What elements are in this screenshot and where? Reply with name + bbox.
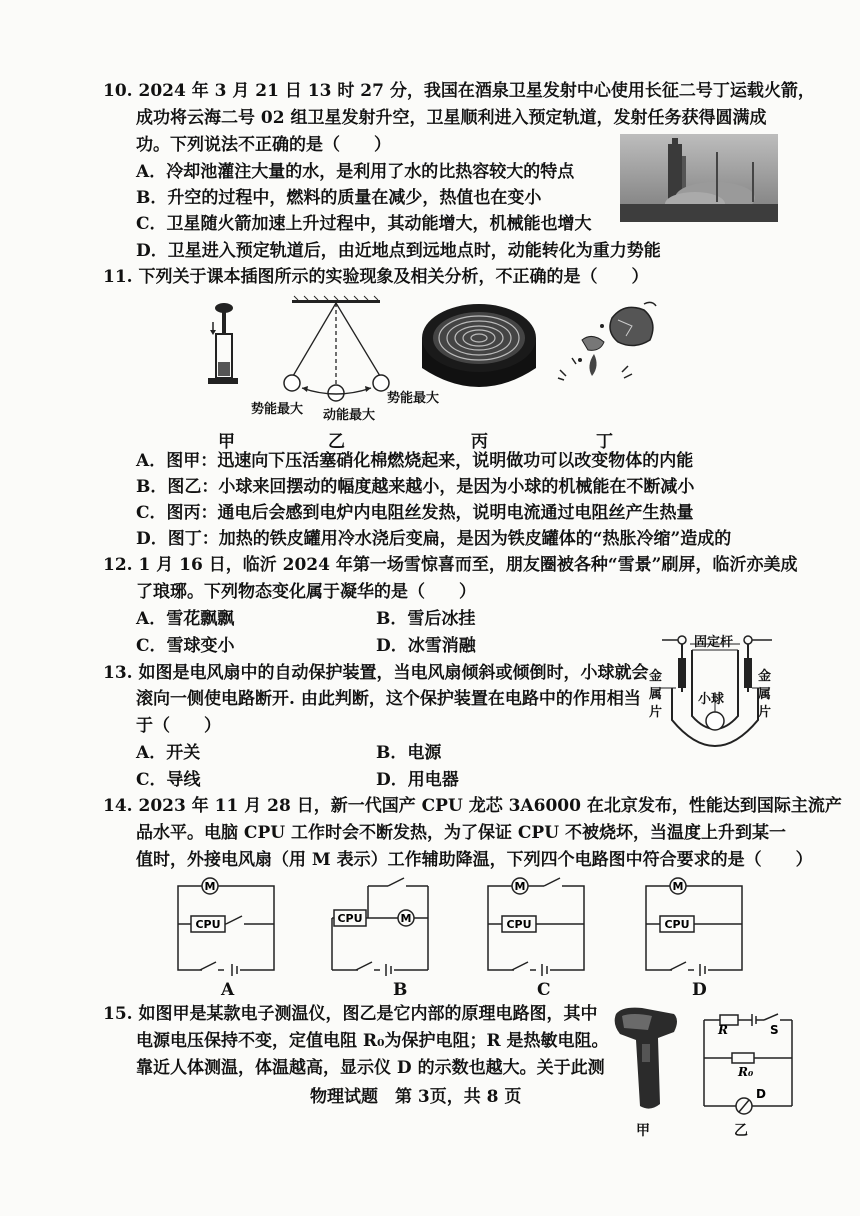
q15-line1: 15. 如图甲是某款电子测温仪，图乙是它内部的原理电路图，其中 xyxy=(103,1004,598,1024)
circuit-d xyxy=(642,872,752,976)
circuit-d-motor: M xyxy=(672,880,684,893)
q13-line2: 滚向一侧使电路断开. 由此判断，这个保护装置在电路中的作用相当 xyxy=(136,689,641,709)
label-kinetic-max: 动能最大 xyxy=(323,408,376,423)
q14-line1: 14. 2023 年 11 月 28 日，新一代国产 CPU 龙芯 3A6000 在北京发布，性能达到国际主流产 xyxy=(103,796,842,816)
q12-option-a: A．雪花飘飘 xyxy=(136,609,235,629)
circuit-a-motor: M xyxy=(204,880,216,893)
q15-line2: 电源电压保持不变，定值电阻 R₀为保护电阻；R 是热敏电阻。 xyxy=(136,1031,609,1051)
circuit-c-label: C xyxy=(537,980,551,1000)
page-footer: 物理试题 第 3页，共 8 页 xyxy=(310,1087,522,1107)
circuit-b xyxy=(328,872,438,976)
circuit-d-cpu: CPU xyxy=(664,918,690,931)
crushed-can-figure xyxy=(552,296,662,392)
q13-option-a: A．开关 xyxy=(136,743,201,763)
q10-option-b: B．升空的过程中，燃料的质量在减少，热值也在变小 xyxy=(136,188,542,208)
circuit-a-label: A xyxy=(221,980,235,1000)
figure-caption-yi: 乙 xyxy=(328,432,345,452)
q11-option-b: B．图乙：小球来回摆动的幅度越来越小，是因为小球的机械能在不断减小 xyxy=(136,477,695,497)
q13-line3: 于（ ） xyxy=(136,716,221,736)
circuit-c-cpu: CPU xyxy=(506,918,532,931)
circuit-c-motor: M xyxy=(514,880,526,893)
fire-syringe-figure xyxy=(200,302,250,392)
q12-option-c: C．雪球变小 xyxy=(136,636,235,656)
q11-line1: 11. 下列关于课本插图所示的实验现象及相关分析，不正确的是（ ） xyxy=(103,267,649,287)
circuit-b-label: B xyxy=(393,980,408,1000)
label-potential-max-right: 势能最大 xyxy=(387,391,440,406)
circuit-label-r: R xyxy=(718,1023,728,1037)
thermometer-caption: 甲 xyxy=(636,1123,650,1139)
q10-line1: 10. 2024 年 3 月 21 日 13 时 27 分，我国在酒泉卫星发射中心使用长征二号丁运载火箭， xyxy=(103,81,815,101)
electric-stove-figure xyxy=(418,298,540,398)
figure-caption-bing: 丙 xyxy=(471,432,488,452)
q11-option-d: D．图丁：加热的铁皮罐用冷水浇后变扁，是因为铁皮罐体的“热胀冷缩”造成的 xyxy=(136,529,732,549)
circuit-label-r0: R₀ xyxy=(738,1065,754,1079)
thermometer-circuit xyxy=(698,1006,798,1120)
circuit-caption: 乙 xyxy=(734,1123,748,1139)
rocket-launch-photo xyxy=(620,134,778,222)
q13-option-c: C．导线 xyxy=(136,770,201,790)
q10-option-a: A．冷却池灌注大量的水，是利用了水的比热容较大的特点 xyxy=(136,162,575,182)
q14-line2: 品水平。电脑 CPU 工作时会不断发热，为了保证 CPU 不被烧坏，当温度上升到某一 xyxy=(136,823,786,843)
q12-option-b: B．雪后冰挂 xyxy=(376,609,476,629)
q12-line1: 12. 1 月 16 日，临沂 2024 年第一场雪惊喜而至，朋友圈被各种“雪景”刷屏，临沂亦美成 xyxy=(103,555,798,575)
infrared-thermometer-photo xyxy=(612,1004,682,1114)
circuit-b-motor: M xyxy=(400,912,412,925)
circuit-a xyxy=(174,872,284,976)
circuit-label-s: S xyxy=(770,1023,779,1037)
label-metal-plate-left: 金 属 片 xyxy=(649,669,663,720)
q14-line3: 值时，外接电风扇（用 M 表示）工作辅助降温，下列四个电路图中符合要求的是（ ） xyxy=(136,850,813,870)
q13-option-b: B．电源 xyxy=(376,743,442,763)
q10-option-d: D．卫星进入预定轨道后，由近地点到远地点时，动能转化为重力势能 xyxy=(136,241,661,261)
figure-caption-ding: 丁 xyxy=(596,432,613,452)
q15-line3: 靠近人体测温，体温越高，显示仪 D 的示数也越大。关于此测 xyxy=(136,1058,605,1078)
figure-caption-jia: 甲 xyxy=(218,432,235,452)
q11-option-c: C．图丙：通电后会感到电炉内电阻丝发热，说明电流通过电阻丝产生热量 xyxy=(136,503,694,523)
label-fixed-rod: 固定杆 xyxy=(694,635,734,650)
circuit-d-label: D xyxy=(692,980,707,1000)
label-metal-plate-right: 金 属 片 xyxy=(758,669,772,720)
circuit-b-cpu: CPU xyxy=(337,912,363,925)
q12-line2: 了琅琊。下列物态变化属于凝华的是（ ） xyxy=(136,582,476,602)
q13-line1: 13. 如图是电风扇中的自动保护装置，当电风扇倾斜或倾倒时，小球就会 xyxy=(103,663,649,683)
q10-option-c: C．卫星随火箭加速上升过程中，其动能增大，机械能也增大 xyxy=(136,214,592,234)
q10-line2: 成功将云海二号 02 组卫星发射升空，卫星顺利进入预定轨道，发射任务获得圆满成 xyxy=(136,108,767,128)
q13-option-d: D．用电器 xyxy=(376,770,459,790)
label-small-ball: 小球 xyxy=(698,692,725,707)
label-potential-max-left: 势能最大 xyxy=(251,402,304,417)
q11-option-a: A．图甲：迅速向下压活塞硝化棉燃烧起来，说明做功可以改变物体的内能 xyxy=(136,451,694,471)
q10-line3: 功。下列说法不正确的是（ ） xyxy=(136,135,391,155)
circuit-a-cpu: CPU xyxy=(195,918,221,931)
circuit-label-d: D xyxy=(756,1087,766,1101)
circuit-c xyxy=(484,872,594,976)
q12-option-d: D．冰雪消融 xyxy=(376,636,476,656)
